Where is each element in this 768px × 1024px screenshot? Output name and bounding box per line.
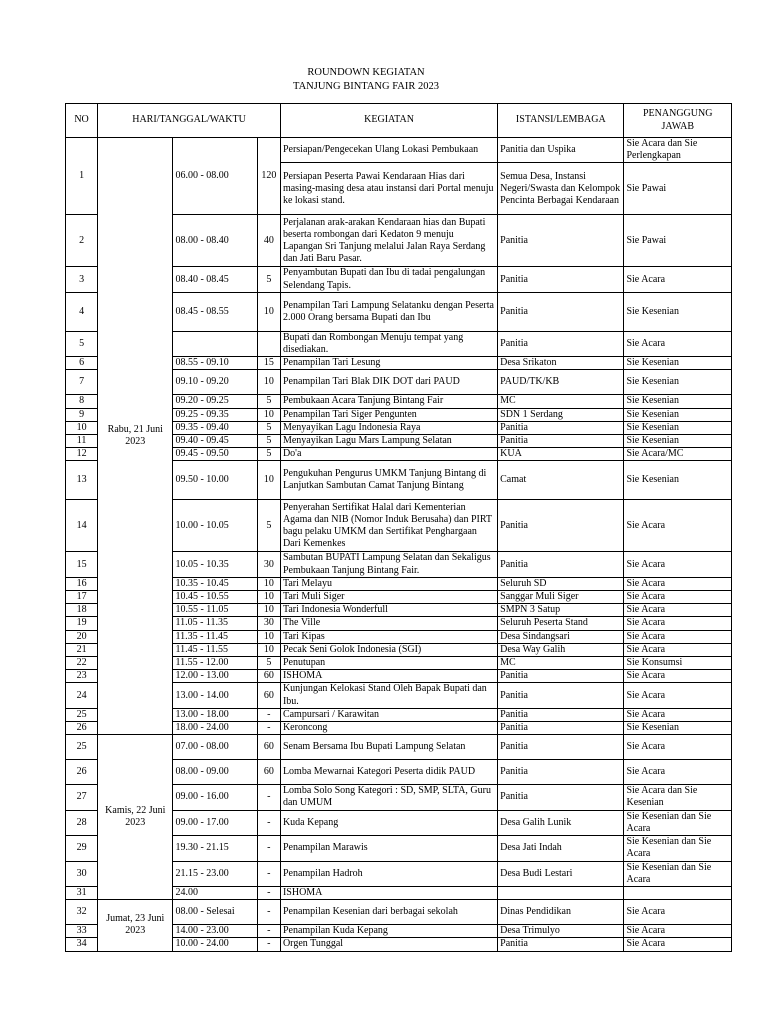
row-number: 3 xyxy=(66,267,98,292)
responsible-cell: Sie Acara xyxy=(624,630,732,643)
institution-cell: Desa Way Galih xyxy=(498,643,624,656)
duration-minutes: 5 xyxy=(257,395,280,408)
time-range: 12.00 - 13.00 xyxy=(173,670,257,683)
institution-cell: Seluruh SD xyxy=(498,577,624,590)
activity-cell: Penyambutan Bupati dan Ibu di tadai pengalungan Selendang Tapis. xyxy=(280,267,497,292)
time-range: 10.55 - 11.05 xyxy=(173,604,257,617)
activity-cell: Campursari / Karawitan xyxy=(280,708,497,721)
activity-cell: Penampilan Marawis xyxy=(280,836,497,861)
time-range: 24.00 xyxy=(173,886,257,899)
duration-minutes: 10 xyxy=(257,630,280,643)
header-kegiatan: KEGIATAN xyxy=(280,104,497,138)
responsible-cell: Sie Acara dan Sie Perlengkapan xyxy=(624,138,732,163)
institution-cell: Panitia xyxy=(498,785,624,810)
duration-minutes: 40 xyxy=(257,215,280,267)
activity-cell: Penampilan Kuda Kepang xyxy=(280,925,497,938)
duration-minutes: 60 xyxy=(257,735,280,760)
duration-minutes: 5 xyxy=(257,500,280,552)
row-number: 15 xyxy=(66,552,98,577)
row-number: 34 xyxy=(66,938,98,951)
responsible-cell: Sie Acara dan Sie Kesenian xyxy=(624,785,732,810)
institution-cell: Seluruh Peserta Stand xyxy=(498,617,624,630)
activity-cell: Perjalanan arak-arakan Kendaraan hias dan Bupati beserta rombongan dari Kedaton 9 menuju Lapangan Sri Tanjung melalui Jalan Raya Serdang dan Jati Baru Pasar. xyxy=(280,215,497,267)
time-range: 08.00 - Selesai xyxy=(173,900,257,925)
row-number: 26 xyxy=(66,760,98,785)
activity-cell: Tari Kipas xyxy=(280,630,497,643)
responsible-cell: Sie Acara xyxy=(624,591,732,604)
time-range: 09.45 - 09.50 xyxy=(173,448,257,461)
institution-cell: MC xyxy=(498,395,624,408)
duration-minutes: - xyxy=(257,836,280,861)
responsible-cell: Sie Konsumsi xyxy=(624,657,732,670)
duration-minutes: 10 xyxy=(257,591,280,604)
duration-minutes: - xyxy=(257,925,280,938)
row-number: 29 xyxy=(66,836,98,861)
time-range: 11.05 - 11.35 xyxy=(173,617,257,630)
activity-cell: Sambutan BUPATI Lampung Selatan dan Sekaligus Pembukaan Tanjung Bintang Fair. xyxy=(280,552,497,577)
duration-minutes: - xyxy=(257,861,280,886)
responsible-cell: Sie Acara xyxy=(624,900,732,925)
institution-cell: Semua Desa, Instansi Negeri/Swasta dan Kelompok Pencinta Berbagai Kendaraan xyxy=(498,163,624,215)
row-number: 4 xyxy=(66,292,98,331)
time-range: 09.50 - 10.00 xyxy=(173,461,257,500)
row-number: 24 xyxy=(66,683,98,708)
institution-cell xyxy=(498,886,624,899)
institution-cell: Desa Jati Indah xyxy=(498,836,624,861)
responsible-cell: Sie Kesenian xyxy=(624,408,732,421)
responsible-cell: Sie Kesenian xyxy=(624,461,732,500)
time-range xyxy=(173,331,257,356)
duration-minutes: 5 xyxy=(257,267,280,292)
row-number: 13 xyxy=(66,461,98,500)
duration-minutes: 60 xyxy=(257,683,280,708)
duration-minutes: 10 xyxy=(257,461,280,500)
activity-cell: Pembukaan Acara Tanjung Bintang Fair xyxy=(280,395,497,408)
responsible-cell: Sie Acara xyxy=(624,925,732,938)
row-number: 31 xyxy=(66,886,98,899)
duration-minutes: 60 xyxy=(257,760,280,785)
row-number: 19 xyxy=(66,617,98,630)
table-row xyxy=(66,900,732,925)
time-range: 09.00 - 17.00 xyxy=(173,810,257,835)
activity-cell: Tari Muli Siger xyxy=(280,591,497,604)
time-range: 18.00 - 24.00 xyxy=(173,722,257,735)
activity-cell: Penampilan Hadroh xyxy=(280,861,497,886)
activity-cell: Bupati dan Rombongan Menuju tempat yang disediakan. xyxy=(280,331,497,356)
institution-cell: Desa Galih Lunik xyxy=(498,810,624,835)
institution-cell: SMPN 3 Satup xyxy=(498,604,624,617)
institution-cell: Desa Srikaton xyxy=(498,357,624,370)
responsible-cell: Sie Acara xyxy=(624,267,732,292)
row-number: 28 xyxy=(66,810,98,835)
row-number: 22 xyxy=(66,657,98,670)
activity-cell: Menyayikan Lagu Mars Lampung Selatan xyxy=(280,435,497,448)
duration-minutes: 5 xyxy=(257,435,280,448)
institution-cell: Panitia xyxy=(498,215,624,267)
duration-minutes: - xyxy=(257,810,280,835)
duration-minutes: 15 xyxy=(257,357,280,370)
row-number: 20 xyxy=(66,630,98,643)
time-range: 11.45 - 11.55 xyxy=(173,643,257,656)
row-number: 9 xyxy=(66,408,98,421)
institution-cell: Panitia xyxy=(498,708,624,721)
institution-cell: Desa Sindangsari xyxy=(498,630,624,643)
day-label: Jumat, 23 Juni 2023 xyxy=(98,900,173,951)
time-range: 09.20 - 09.25 xyxy=(173,395,257,408)
row-number: 33 xyxy=(66,925,98,938)
institution-cell: Desa Budi Lestari xyxy=(498,861,624,886)
row-number: 16 xyxy=(66,577,98,590)
duration-minutes: 60 xyxy=(257,670,280,683)
time-range: 10.05 - 10.35 xyxy=(173,552,257,577)
duration-minutes: 5 xyxy=(257,448,280,461)
institution-cell: Panitia xyxy=(498,552,624,577)
duration-minutes: - xyxy=(257,722,280,735)
time-range: 08.40 - 08.45 xyxy=(173,267,257,292)
row-number: 1 xyxy=(66,138,98,215)
time-range: 11.35 - 11.45 xyxy=(173,630,257,643)
activity-cell: Persiapan Peserta Pawai Kendaraan Hias dari masing-masing desa atau instansi dari Portal menuju ke lokasi stand. xyxy=(280,163,497,215)
time-range: 10.35 - 10.45 xyxy=(173,577,257,590)
row-number: 18 xyxy=(66,604,98,617)
time-range: 06.00 - 08.00 xyxy=(173,138,257,215)
activity-cell: Lomba Mewarnai Kategori Peserta didik PAUD xyxy=(280,760,497,785)
day-label: Rabu, 21 Juni 2023 xyxy=(98,138,173,735)
time-range: 08.00 - 09.00 xyxy=(173,760,257,785)
institution-cell: Panitia xyxy=(498,670,624,683)
time-range: 08.00 - 08.40 xyxy=(173,215,257,267)
activity-cell: Do'a xyxy=(280,448,497,461)
header-instansi: ISTANSI/LEMBAGA xyxy=(498,104,624,138)
row-number: 23 xyxy=(66,670,98,683)
table-row xyxy=(66,138,732,163)
row-number: 2 xyxy=(66,215,98,267)
activity-cell: ISHOMA xyxy=(280,886,497,899)
responsible-cell: Sie Acara xyxy=(624,604,732,617)
duration-minutes: 120 xyxy=(257,138,280,215)
institution-cell: Panitia xyxy=(498,331,624,356)
responsible-cell: Sie Pawai xyxy=(624,163,732,215)
institution-cell: KUA xyxy=(498,448,624,461)
responsible-cell: Sie Acara xyxy=(624,500,732,552)
duration-minutes: 10 xyxy=(257,604,280,617)
time-range: 09.00 - 16.00 xyxy=(173,785,257,810)
time-range: 08.55 - 09.10 xyxy=(173,357,257,370)
row-number: 26 xyxy=(66,722,98,735)
duration-minutes: 10 xyxy=(257,370,280,395)
activity-cell: Penampilan Kesenian dari berbagai sekolah xyxy=(280,900,497,925)
time-range: 13.00 - 18.00 xyxy=(173,708,257,721)
activity-cell: Persiapan/Pengecekan Ulang Lokasi Pembukaan xyxy=(280,138,497,163)
responsible-cell: Sie Kesenian xyxy=(624,435,732,448)
responsible-cell: Sie Kesenian xyxy=(624,421,732,434)
activity-cell: Tari Melayu xyxy=(280,577,497,590)
responsible-cell: Sie Kesenian xyxy=(624,370,732,395)
header-no: NO xyxy=(66,104,98,138)
duration-minutes: 5 xyxy=(257,421,280,434)
institution-cell: Panitia xyxy=(498,267,624,292)
activity-cell: Kunjungan Kelokasi Stand Oleh Bapak Bupati dan Ibu. xyxy=(280,683,497,708)
responsible-cell: Sie Acara xyxy=(624,670,732,683)
institution-cell: Panitia xyxy=(498,760,624,785)
institution-cell: PAUD/TK/KB xyxy=(498,370,624,395)
institution-cell: Panitia xyxy=(498,292,624,331)
duration-minutes: 30 xyxy=(257,552,280,577)
row-number: 5 xyxy=(66,331,98,356)
institution-cell: SDN 1 Serdang xyxy=(498,408,624,421)
table-row xyxy=(66,735,732,760)
institution-cell: Panitia xyxy=(498,500,624,552)
responsible-cell xyxy=(624,886,732,899)
activity-cell: Penampilan Tari Siger Pengunten xyxy=(280,408,497,421)
institution-cell: Desa Trimulyo xyxy=(498,925,624,938)
institution-cell: Panitia xyxy=(498,683,624,708)
institution-cell: Sanggar Muli Siger xyxy=(498,591,624,604)
institution-cell: Panitia xyxy=(498,938,624,951)
row-number: 17 xyxy=(66,591,98,604)
responsible-cell: Sie Acara/MC xyxy=(624,448,732,461)
time-range: 14.00 - 23.00 xyxy=(173,925,257,938)
responsible-cell: Sie Acara xyxy=(624,643,732,656)
time-range: 09.35 - 09.40 xyxy=(173,421,257,434)
row-number: 11 xyxy=(66,435,98,448)
duration-minutes: - xyxy=(257,900,280,925)
time-range: 09.10 - 09.20 xyxy=(173,370,257,395)
duration-minutes: 30 xyxy=(257,617,280,630)
duration-minutes: - xyxy=(257,938,280,951)
activity-cell: The Ville xyxy=(280,617,497,630)
row-number: 32 xyxy=(66,900,98,925)
row-number: 10 xyxy=(66,421,98,434)
document-title: ROUNDOWN KEGIATAN xyxy=(307,67,425,78)
activity-cell: Keroncong xyxy=(280,722,497,735)
table-header-row xyxy=(66,104,732,138)
responsible-cell: Sie Acara xyxy=(624,552,732,577)
duration-minutes xyxy=(257,331,280,356)
time-range: 10.00 - 10.05 xyxy=(173,500,257,552)
time-range: 19.30 - 21.15 xyxy=(173,836,257,861)
row-number: 12 xyxy=(66,448,98,461)
activity-cell: Penampilan Tari Lampung Selatanku dengan Peserta 2.000 Orang bersama Bupati dan Ibu xyxy=(280,292,497,331)
responsible-cell: Sie Kesenian dan Sie Acara xyxy=(624,861,732,886)
row-number: 14 xyxy=(66,500,98,552)
responsible-cell: Sie Pawai xyxy=(624,215,732,267)
row-number: 30 xyxy=(66,861,98,886)
responsible-cell: Sie Acara xyxy=(624,683,732,708)
activity-cell: Tari Indonesia Wonderfull xyxy=(280,604,497,617)
row-number: 6 xyxy=(66,357,98,370)
duration-minutes: 10 xyxy=(257,408,280,421)
activity-cell: Pengukuhan Pengurus UMKM Tanjung Bintang di Lanjutkan Sambutan Camat Tanjung Bintang xyxy=(280,461,497,500)
header-hari-tanggal-waktu: HARI/TANGGAL/WAKTU xyxy=(98,104,281,138)
time-range: 09.40 - 09.45 xyxy=(173,435,257,448)
institution-cell: Panitia xyxy=(498,735,624,760)
responsible-cell: Sie Kesenian xyxy=(624,722,732,735)
institution-cell: MC xyxy=(498,657,624,670)
institution-cell: Panitia xyxy=(498,421,624,434)
time-range: 09.25 - 09.35 xyxy=(173,408,257,421)
institution-cell: Panitia dan Uspika xyxy=(498,138,624,163)
duration-minutes: - xyxy=(257,785,280,810)
time-range: 07.00 - 08.00 xyxy=(173,735,257,760)
institution-cell: Panitia xyxy=(498,722,624,735)
activity-cell: Penampilan Tari Blak DIK DOT dari PAUD xyxy=(280,370,497,395)
time-range: 21.15 - 23.00 xyxy=(173,861,257,886)
time-range: 10.00 - 24.00 xyxy=(173,938,257,951)
institution-cell: Dinas Pendidikan xyxy=(498,900,624,925)
responsible-cell: Sie Kesenian dan Sie Acara xyxy=(624,836,732,861)
activity-cell: Lomba Solo Song Kategori : SD, SMP, SLTA, Guru dan UMUM xyxy=(280,785,497,810)
row-number: 27 xyxy=(66,785,98,810)
activity-cell: Penampilan Tari Lesung xyxy=(280,357,497,370)
duration-minutes: - xyxy=(257,886,280,899)
activity-cell: Kuda Kepang xyxy=(280,810,497,835)
activity-cell: ISHOMA xyxy=(280,670,497,683)
duration-minutes: - xyxy=(257,708,280,721)
duration-minutes: 10 xyxy=(257,577,280,590)
duration-minutes: 5 xyxy=(257,657,280,670)
row-number: 7 xyxy=(66,370,98,395)
header-penanggung-jawab: PENANGGUNG JAWAB xyxy=(624,104,732,138)
responsible-cell: Sie Acara xyxy=(624,760,732,785)
duration-minutes: 10 xyxy=(257,292,280,331)
responsible-cell: Sie Acara xyxy=(624,577,732,590)
activity-cell: Orgen Tunggal xyxy=(280,938,497,951)
rundown-table xyxy=(65,103,732,952)
institution-cell: Panitia xyxy=(498,435,624,448)
row-number: 8 xyxy=(66,395,98,408)
row-number: 25 xyxy=(66,708,98,721)
responsible-cell: Sie Kesenian xyxy=(624,292,732,331)
activity-cell: Menyayikan Lagu Indonesia Raya xyxy=(280,421,497,434)
time-range: 08.45 - 08.55 xyxy=(173,292,257,331)
activity-cell: Penyerahan Sertifikat Halal dari Kementerian Agama dan NIB (Nomor Induk Berusaha) dan PIRT bagu pelaku UMKM dan Sertifikat Penghargaan Dari Kemenkes xyxy=(280,500,497,552)
responsible-cell: Sie Acara xyxy=(624,708,732,721)
institution-cell: Camat xyxy=(498,461,624,500)
activity-cell: Senam Bersama Ibu Bupati Lampung Selatan xyxy=(280,735,497,760)
responsible-cell: Sie Kesenian dan Sie Acara xyxy=(624,810,732,835)
duration-minutes: 10 xyxy=(257,643,280,656)
responsible-cell: Sie Kesenian xyxy=(624,357,732,370)
row-number: 21 xyxy=(66,643,98,656)
time-range: 10.45 - 10.55 xyxy=(173,591,257,604)
row-number: 25 xyxy=(66,735,98,760)
time-range: 11.55 - 12.00 xyxy=(173,657,257,670)
responsible-cell: Sie Acara xyxy=(624,617,732,630)
day-label: Kamis, 22 Juni 2023 xyxy=(98,735,173,900)
responsible-cell: Sie Acara xyxy=(624,938,732,951)
time-range: 13.00 - 14.00 xyxy=(173,683,257,708)
activity-cell: Pecak Seni Golok Indonesia (SGI) xyxy=(280,643,497,656)
document-subtitle: TANJUNG BINTANG FAIR 2023 xyxy=(293,81,439,92)
responsible-cell: Sie Acara xyxy=(624,735,732,760)
responsible-cell: Sie Kesenian xyxy=(624,395,732,408)
activity-cell: Penutupan xyxy=(280,657,497,670)
responsible-cell: Sie Acara xyxy=(624,331,732,356)
